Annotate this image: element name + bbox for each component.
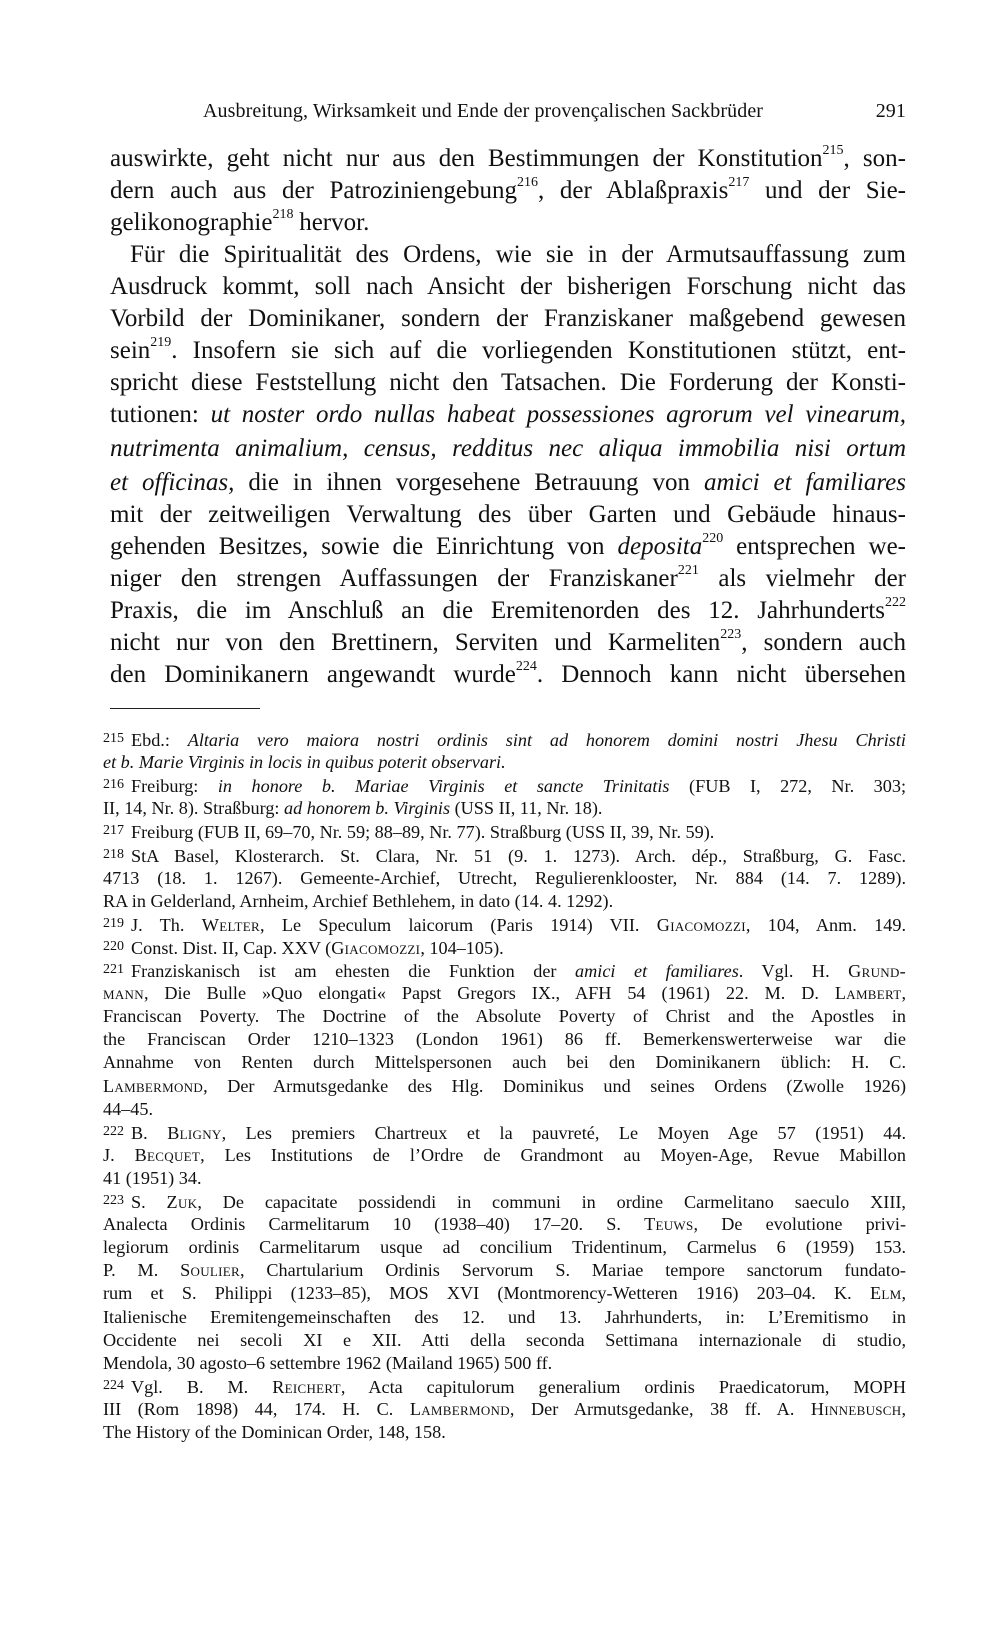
text-line — [110, 466, 906, 500]
footnote-line — [103, 1166, 906, 1190]
text-line — [110, 302, 906, 336]
footnote-line — [103, 1420, 906, 1444]
text-line — [110, 174, 906, 208]
footnote-ref: 223 — [720, 627, 742, 642]
author-name: Zuk — [166, 1192, 198, 1212]
footnote-ref: 220 — [702, 531, 724, 546]
text-run: II, 14, Nr. 8). Straßburg: — [103, 798, 285, 819]
footnote-line — [103, 981, 906, 1005]
text-run: dern auch aus der Patroziniengebung — [110, 177, 517, 204]
footnote-line — [103, 796, 906, 820]
footnote-line — [103, 1281, 906, 1305]
text-run: Occidente nei secoli XI e XII. Atti della seconda Settimana internazionale di studio, — [103, 1329, 906, 1350]
footnote-line — [103, 1397, 906, 1421]
footnote-line — [103, 1143, 906, 1167]
italic-run: Altaria vero maiora nostri ordinis sint ad honorem domini nostri Jhesu Christi — [187, 730, 906, 750]
author-name: Giacomozzi — [331, 937, 421, 958]
text-line — [110, 142, 906, 176]
text-run: und der Sie- — [749, 177, 907, 204]
text-run: sein — [110, 337, 151, 364]
text-run: , 104–105). — [420, 937, 504, 958]
footnote-line — [103, 958, 906, 982]
text-line — [110, 626, 906, 660]
author-name: Lambermond — [409, 1398, 510, 1419]
text-run: Vorbild der Dominikaner, sondern der Franziskaner maßgebend gewesen — [110, 305, 906, 332]
author-name: Grund- — [848, 961, 906, 981]
footnote-line — [103, 727, 906, 751]
text-run: , Chartularium Ordinis Servorum S. Mariae tempore sanctorum fundato- — [240, 1260, 906, 1281]
text-run: , Die Bulle »Quo elongati« Papst Gregors IX., AFH 54 (1961) 22. M. D. — [143, 983, 835, 1004]
text-line — [110, 238, 906, 272]
author-name: Lambert — [834, 983, 902, 1004]
footnote-line — [103, 889, 906, 913]
text-run: , Le Speculum laicorum (Paris 1914) VII. — [259, 914, 657, 935]
footnote-line — [103, 1189, 906, 1213]
footnote-line — [103, 750, 906, 774]
text-run: die in ihnen vorgesehene Betrauung von — [234, 469, 704, 496]
footnote-number: 224 — [103, 1377, 124, 1393]
text-run: , — [901, 983, 906, 1004]
author-name: Bligny — [167, 1122, 222, 1143]
footnote-line — [103, 1374, 906, 1398]
text-run: the Franciscan Order 1210–1323 (London 1961) 86 ff. Bemerkenswerterweise war die — [103, 1029, 906, 1050]
italic-run: in honore b. Mariae Virginis et sancte Trinitatis — [217, 776, 670, 797]
italic-run: deposita — [617, 533, 703, 560]
text-run: (USS II, 11, Nr. 18). — [450, 798, 603, 819]
footnote-line — [103, 866, 906, 890]
footnote-line — [103, 773, 906, 797]
text-run: B. — [131, 1122, 168, 1143]
text-run: Freiburg: — [131, 776, 218, 797]
footnote-line — [103, 935, 906, 959]
text-run: Für die Spiritualität des Ordens, wie sie in der Armutsauffassung zum — [130, 241, 906, 268]
text-run: J. — [103, 1144, 135, 1165]
text-run: 44–45. — [103, 1098, 154, 1119]
author-name: Elm — [869, 1283, 902, 1304]
footnote-number: 216 — [103, 777, 124, 793]
text-line — [110, 270, 906, 304]
text-run: , Der Armutsgedanke, 38 ff. A. — [509, 1398, 811, 1419]
text-run: . Insofern sie sich auf die vorliegenden Konstitutionen stützt, ent- — [171, 337, 906, 364]
footnote-line — [103, 1074, 906, 1098]
text-run: Mendola, 30 agosto–6 settembre 1962 (Mailand 1965) 500 ff. — [103, 1352, 553, 1373]
footnote-ref: 216 — [516, 175, 538, 190]
text-run: . Dennoch kann nicht übersehen — [536, 661, 906, 688]
footnote-ref: 222 — [885, 595, 906, 610]
text-run: , Acta capitulorum generalium ordinis Praedicatorum, MOPH — [340, 1376, 906, 1397]
footnote-ref: 224 — [515, 659, 537, 674]
footnote-line — [103, 1235, 906, 1259]
page-number: 291 — [875, 100, 906, 122]
italic-run: ad honorem b. Virginis — [284, 798, 451, 819]
footnote-line — [103, 1351, 906, 1375]
text-line — [110, 206, 906, 240]
text-run: den Dominikanern angewandt wurde — [110, 661, 516, 688]
footnote-number: 218 — [103, 846, 124, 862]
text-run: , Les premiers Chartreux et la pauvreté, Le Moyen Age 57 (1951) 44. — [221, 1122, 906, 1143]
footnote-line — [103, 1120, 906, 1144]
footnote-line — [103, 1212, 906, 1236]
text-run: , — [901, 1283, 906, 1304]
text-line — [110, 530, 906, 564]
text-run: Italienische Eremitengemeinschaften des 12. und 13. Jahrhunderts, in: L’Eremitismo in — [103, 1306, 906, 1327]
italic-run: amici et familiares — [575, 961, 739, 981]
text-line — [110, 498, 906, 532]
text-line — [110, 594, 906, 628]
footnote-separator — [110, 708, 260, 709]
text-run: , — [901, 1398, 906, 1419]
text-run: Praxis, die im Anschluß an die Eremitenorden des 12. Jahrhunderts — [110, 597, 885, 624]
footnote-line — [103, 1305, 906, 1329]
text-run: tutionen: — [110, 401, 211, 428]
author-name: Giacomozzi — [656, 914, 746, 935]
footnote-number: 215 — [103, 731, 124, 746]
author-name: Welter — [201, 914, 260, 935]
text-run: . Vgl. H. — [738, 961, 849, 981]
text-run: , der Ablaßpraxis — [537, 177, 729, 204]
footnote-line — [103, 1027, 906, 1051]
author-name: Lambermond — [103, 1075, 204, 1096]
text-run: mit der zeitweiligen Verwaltung des über Garten und Gebäude hinaus- — [110, 501, 906, 528]
text-run: Analecta Ordinis Carmelitarum 10 (1938–40) 17–20. S. — [103, 1214, 645, 1235]
italic-run: amici et familiares — [703, 469, 906, 496]
footnote-ref: 219 — [150, 335, 172, 350]
footnote-ref: 218 — [272, 207, 294, 222]
text-run: auswirkte, geht nicht nur aus den Bestimmungen der Konstitution — [110, 145, 823, 172]
footnote-line — [103, 819, 906, 843]
text-run: The History of the Dominican Order, 148, 158. — [103, 1422, 446, 1442]
text-run: S. — [131, 1192, 167, 1212]
footnote-line — [103, 1097, 906, 1121]
text-run: niger den strengen Auffassungen der Franziskaner — [110, 565, 678, 592]
text-run: P. M. — [103, 1260, 181, 1281]
text-run: Freiburg (FUB II, 69–70, Nr. 59; 88–89, Nr. 77). Straßburg (USS II, 39, Nr. 59). — [131, 822, 715, 843]
text-run: gehenden Besitzes, sowie die Einrichtung von — [110, 533, 618, 560]
text-run: (FUB I, 272, Nr. 303; — [669, 776, 907, 797]
text-line — [110, 658, 906, 692]
text-run: III (Rom 1898) 44, 174. H. C. — [103, 1398, 410, 1419]
footnote-number: 221 — [103, 962, 124, 977]
text-run: gelikonographie — [110, 209, 273, 236]
author-name: Soulier — [180, 1260, 240, 1281]
text-line — [110, 366, 906, 400]
footnote-number: 223 — [103, 1193, 124, 1208]
text-run: RA in Gelderland, Arnheim, Archief Bethlehem, in dato (14. 4. 1292). — [103, 890, 614, 911]
text-run: , Der Armutsgedanke des Hlg. Dominikus und seines Ordens (Zwolle 1926) — [203, 1075, 906, 1096]
text-run: spricht diese Feststellung nicht den Tatsachen. Die Forderung der Konsti- — [110, 369, 906, 396]
running-head-title: Ausbreitung, Wirksamkeit und Ende der provençalischen Sackbrüder — [203, 100, 764, 122]
text-line — [110, 432, 906, 466]
footnote-line — [103, 843, 906, 867]
text-run: 4713 (18. 1. 1267). Gemeente-Archief, Utrecht, Regulierenklooster, Nr. 884 (14. 7. 1289). — [103, 867, 906, 888]
text-run: Franciscan Poverty. The Doctrine of the Absolute Poverty of Christ and the Apostles in — [103, 1006, 906, 1027]
italic-run: et officinas, — [110, 469, 235, 496]
footnote-line — [103, 1004, 906, 1028]
text-run: entsprechen we- — [723, 533, 906, 560]
text-run: Annahme von Renten durch Mittelspersonen auch bei den Dominikanern üblich: H. C. — [103, 1052, 906, 1073]
footnote-line — [103, 1258, 906, 1282]
footnote-number: 219 — [103, 915, 124, 931]
author-name: Hinnebusch — [810, 1398, 902, 1419]
author-name: Becquet — [134, 1144, 201, 1165]
italic-run: et b. Marie Virginis in locis in quibus poterit observari. — [103, 752, 506, 773]
text-run: J. Th. — [131, 914, 202, 935]
text-run: , De capacitate possidendi in communi in ordine Carmelitano saeculo XIII, — [197, 1192, 906, 1212]
text-line — [110, 398, 906, 432]
footnote-ref: 217 — [728, 175, 750, 190]
text-line — [110, 562, 906, 596]
text-run: hervor. — [293, 209, 370, 236]
text-run: legiorum ordinis Carmelitarum usque ad concilium Tridentinum, Carmelus 6 (1959) 153. — [103, 1237, 906, 1258]
footnote-line — [103, 1328, 906, 1352]
text-run: , De evolutione privi- — [693, 1214, 906, 1235]
footnote-ref: 215 — [822, 143, 844, 158]
text-run: nicht nur von den Brettinern, Serviten und Karmeliten — [110, 629, 721, 656]
footnote-number: 220 — [103, 938, 124, 954]
author-name: Teuws — [644, 1214, 694, 1235]
text-run: als vielmehr der — [698, 565, 906, 592]
running-head — [203, 96, 906, 126]
text-run: Ebd.: — [131, 730, 188, 750]
text-run: , sondern auch — [741, 629, 906, 656]
text-run: Vgl. B. M. — [131, 1376, 273, 1397]
footnote-number: 222 — [103, 1123, 124, 1139]
footnote-ref: 221 — [677, 563, 699, 578]
footnote-number: 217 — [103, 823, 124, 839]
text-run: rum et S. Philippi (1233–85), MOS XVI (Montmorency-Wetteren 1916) 203–04. K. — [103, 1283, 870, 1304]
footnote-line — [103, 912, 906, 936]
text-run: , 104, Anm. 149. — [745, 914, 906, 935]
author-name: Reichert — [272, 1376, 341, 1397]
text-run: , son- — [843, 145, 906, 172]
text-run: Const. Dist. II, Cap. XXV ( — [131, 937, 332, 958]
text-run: Franziskanisch ist am ehesten die Funktion der — [131, 961, 576, 981]
text-run: Ausdruck kommt, soll nach Ansicht der bisherigen Forschung nicht das — [110, 273, 906, 300]
text-line — [110, 334, 906, 368]
footnote-line — [103, 1050, 906, 1074]
text-run: StA Basel, Klosterarch. St. Clara, Nr. 51 (9. 1. 1273). Arch. dép., Straßburg, G. Fasc. — [131, 845, 906, 866]
author-name: mann — [103, 983, 144, 1004]
italic-run: nutrimenta animalium, census, redditus nec aliqua immobilia nisi ortum — [110, 435, 906, 462]
text-run: 41 (1951) 34. — [103, 1167, 202, 1188]
text-run: , Les Institutions de l’Ordre de Grandmont au Moyen-Age, Revue Mabillon — [200, 1144, 906, 1165]
italic-run: ut noster ordo nullas habeat possessiones agrorum vel vinearum, — [210, 401, 906, 428]
